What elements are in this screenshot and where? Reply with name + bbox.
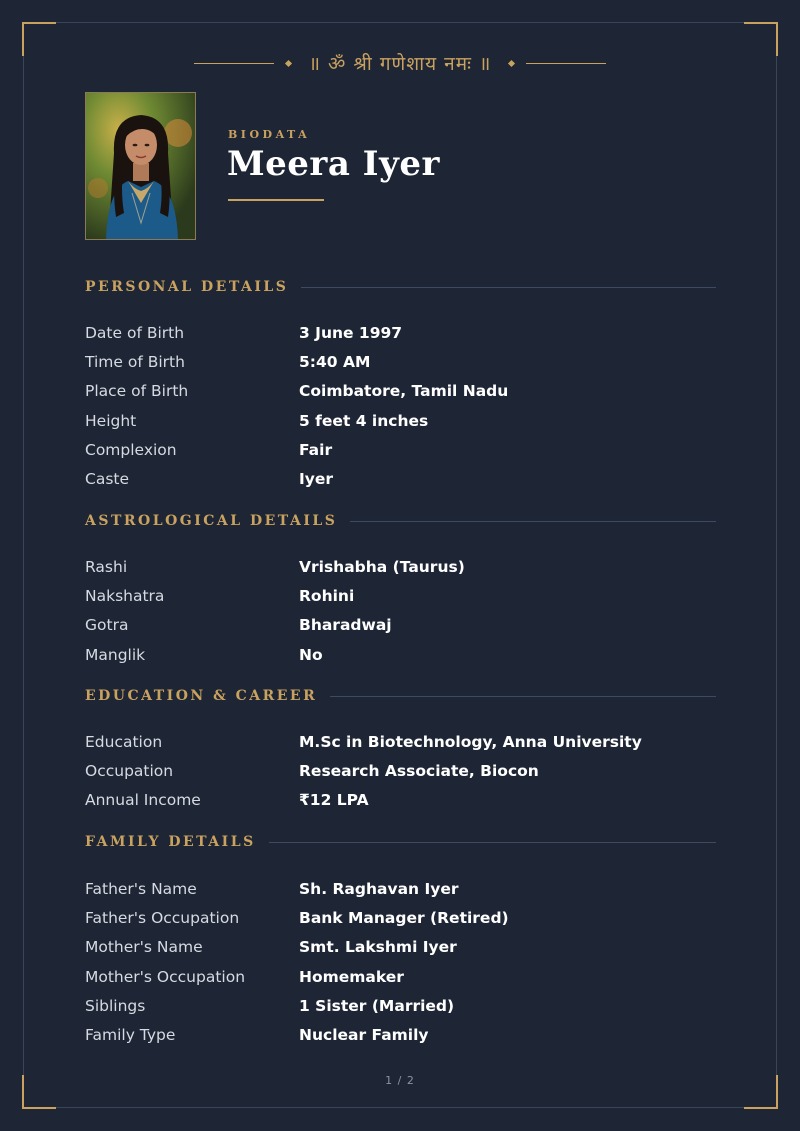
detail-label: Occupation <box>85 761 174 780</box>
detail-label: Father's Occupation <box>85 908 240 927</box>
detail-label: Place of Birth <box>85 382 189 401</box>
personal-details-list <box>85 318 725 494</box>
section-title: ASTROLOGICAL DETAILS <box>85 513 338 529</box>
section-title: PERSONAL DETAILS <box>85 279 289 295</box>
detail-label: Education <box>85 732 163 751</box>
detail-row <box>85 377 725 406</box>
detail-value: Bank Manager (Retired) <box>299 908 509 927</box>
detail-value: Rohini <box>299 586 355 605</box>
diamond-ornament-icon <box>508 59 515 66</box>
detail-label: Nakshatra <box>85 586 165 605</box>
detail-value: Research Associate, Biocon <box>299 761 539 780</box>
name-underline <box>228 199 324 201</box>
detail-row <box>85 933 725 962</box>
detail-label: Height <box>85 411 137 430</box>
detail-value: Iyer <box>299 470 334 489</box>
detail-row <box>85 318 725 347</box>
section-heading-family <box>85 834 716 850</box>
section-title: FAMILY DETAILS <box>85 834 256 850</box>
detail-value: Sh. Raghavan Iyer <box>299 879 459 898</box>
portrait-image <box>86 93 195 239</box>
detail-row <box>85 874 725 903</box>
detail-row <box>85 581 725 610</box>
section-divider <box>350 521 716 522</box>
detail-value: M.Sc in Biotechnology, Anna University <box>299 732 642 751</box>
detail-label: Manglik <box>85 645 146 664</box>
detail-row <box>85 435 725 464</box>
detail-row <box>85 962 725 991</box>
section-divider <box>269 842 716 843</box>
detail-row <box>85 786 725 815</box>
detail-label: Family Type <box>85 1026 176 1045</box>
detail-row <box>85 552 725 581</box>
section-heading-personal <box>85 279 716 295</box>
detail-label: Date of Birth <box>85 323 185 342</box>
divider-line <box>526 63 606 64</box>
detail-value: Homemaker <box>299 967 404 986</box>
detail-label: Siblings <box>85 996 146 1015</box>
detail-row <box>85 903 725 932</box>
detail-row <box>85 1020 725 1049</box>
family-details-list <box>85 874 725 1050</box>
detail-label: Father's Name <box>85 879 197 898</box>
detail-label: Mother's Occupation <box>85 967 246 986</box>
section-heading-astrological <box>85 513 716 529</box>
detail-row <box>85 611 725 640</box>
divider-line <box>194 63 274 64</box>
detail-value: Bharadwaj <box>299 616 392 635</box>
biodata-label: BIODATA <box>228 128 311 141</box>
profile-photo <box>85 92 196 240</box>
invocation-text: ॥ ॐ श्री गणेशाय नमः ॥ <box>308 53 492 75</box>
detail-value: 5:40 AM <box>299 352 371 371</box>
detail-row <box>85 347 725 376</box>
detail-value: Coimbatore, Tamil Nadu <box>299 382 509 401</box>
section-title: EDUCATION & CAREER <box>85 688 318 704</box>
detail-label: Complexion <box>85 440 177 459</box>
section-divider <box>301 287 716 288</box>
detail-label: Caste <box>85 470 130 489</box>
detail-label: Annual Income <box>85 791 201 810</box>
detail-label: Gotra <box>85 616 129 635</box>
detail-value: No <box>299 645 323 664</box>
detail-row <box>85 991 725 1020</box>
detail-label: Time of Birth <box>85 352 185 371</box>
detail-value: 3 June 1997 <box>299 323 403 342</box>
detail-row <box>85 406 725 435</box>
invocation-header <box>0 48 800 78</box>
person-name: Meera Iyer <box>227 144 440 184</box>
detail-value: 5 feet 4 inches <box>299 411 429 430</box>
detail-value: 1 Sister (Married) <box>299 996 455 1015</box>
education-details-list <box>85 727 725 815</box>
detail-row <box>85 640 725 669</box>
detail-label: Rashi <box>85 557 128 576</box>
detail-value: ₹12 LPA <box>299 791 369 810</box>
page-indicator: 1 / 2 <box>385 1074 415 1087</box>
detail-value: Vrishabha (Taurus) <box>299 557 465 576</box>
section-heading-education <box>85 688 716 704</box>
detail-row <box>85 464 725 493</box>
section-divider <box>330 696 716 697</box>
detail-value: Smt. Lakshmi Iyer <box>299 938 457 957</box>
detail-value: Fair <box>299 440 333 459</box>
detail-value: Nuclear Family <box>299 1026 429 1045</box>
detail-row <box>85 756 725 785</box>
diamond-ornament-icon <box>285 59 292 66</box>
detail-row <box>85 727 725 756</box>
detail-label: Mother's Name <box>85 938 203 957</box>
astrological-details-list <box>85 552 725 669</box>
